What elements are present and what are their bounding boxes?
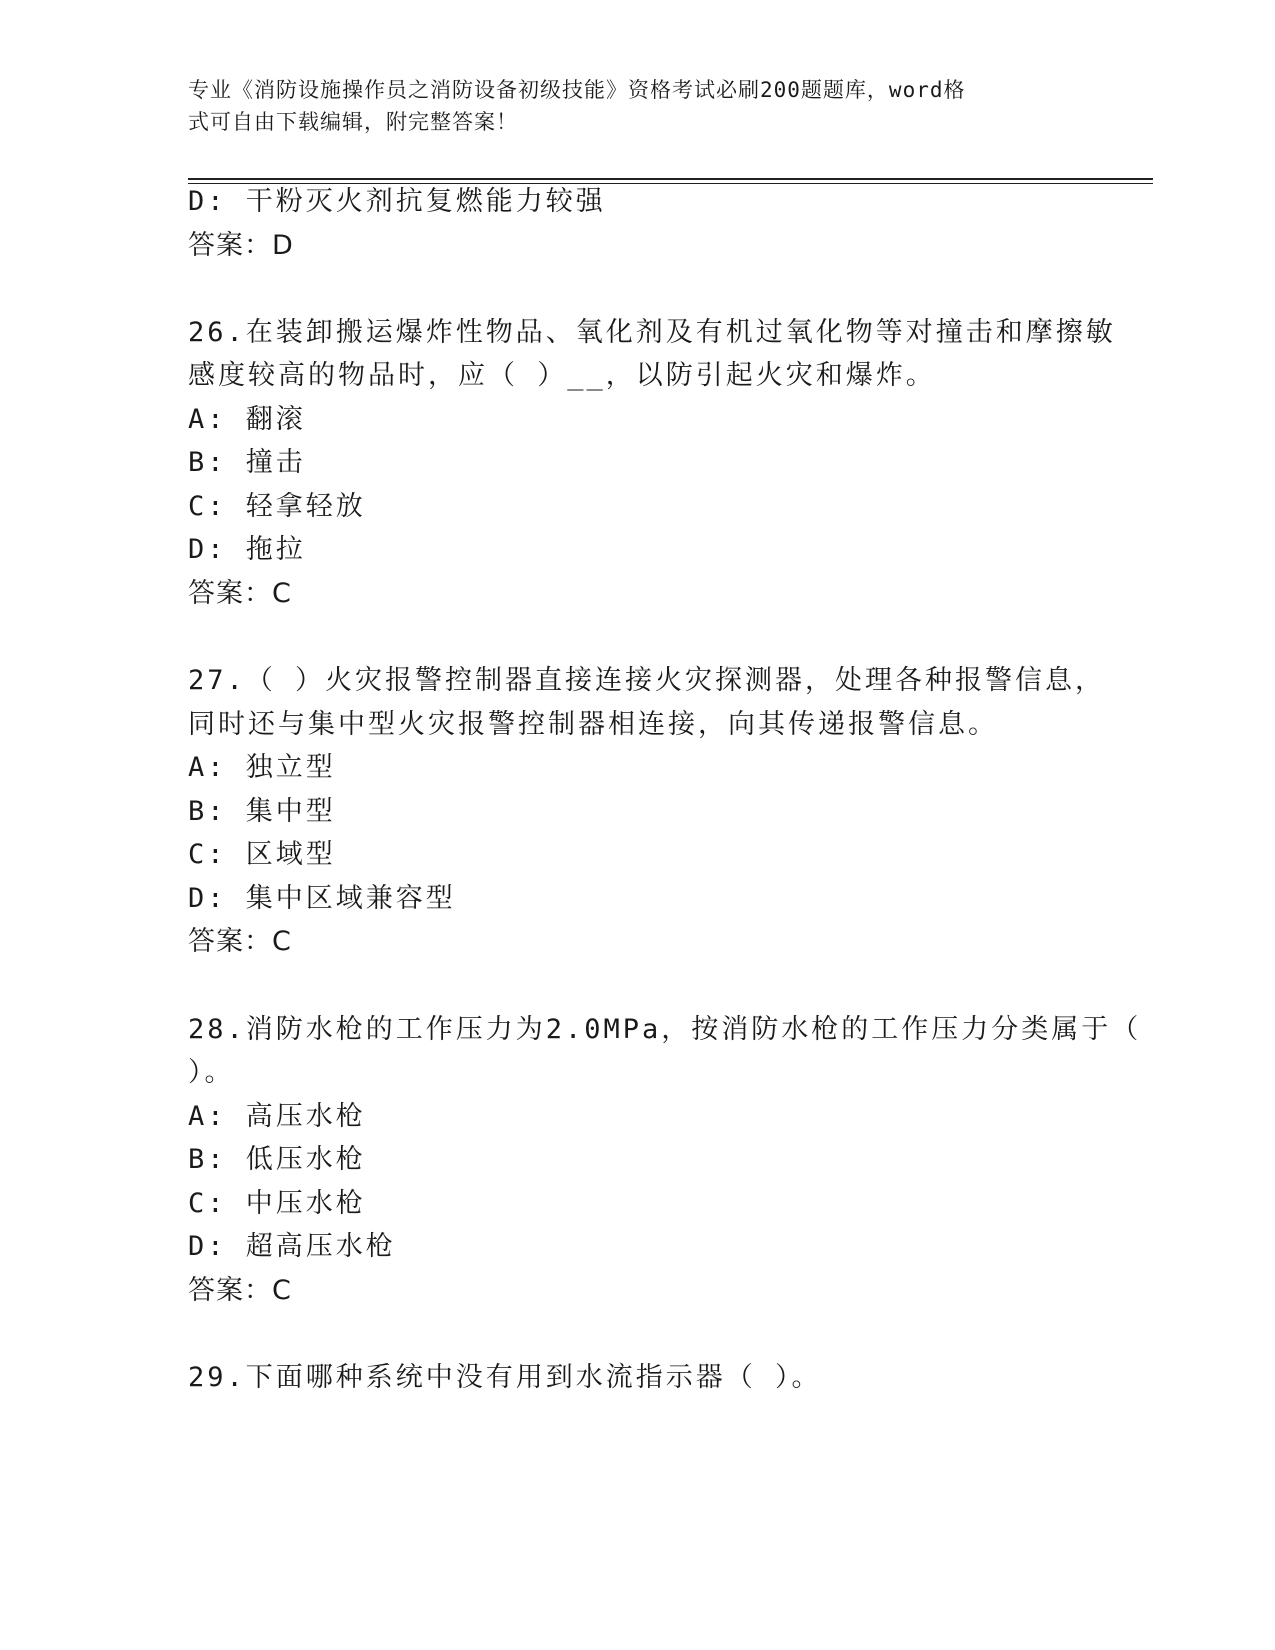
header-title-line-1: 专业《消防设施操作员之消防设备初级技能》资格考试必刷200题题库，word格 <box>188 78 966 102</box>
q26-option-a: A: 翻滚 <box>188 404 306 435</box>
q26-answer: 答案：C <box>188 578 292 609</box>
q29-stem-line-1: 29.下面哪种系统中没有用到水流指示器（ ）。 <box>188 1362 822 1393</box>
prev-question-option-d: D: 干粉灭火剂抗复燃能力较强 <box>188 186 606 217</box>
q26-option-d: D: 拖拉 <box>188 534 306 565</box>
q28-stem-line-2: ）。 <box>188 1057 235 1088</box>
q28-option-b: B: 低压水枪 <box>188 1144 366 1175</box>
q27-stem-line-2: 同时还与集中型火灾报警控制器相连接，向其传递报警信息。 <box>188 709 998 740</box>
q28-option-c: C: 中压水枪 <box>188 1188 366 1219</box>
header-title-line-2: 式可自由下载编辑，附完整答案！ <box>188 110 518 134</box>
q27-option-c: C: 区域型 <box>188 839 336 870</box>
q28-answer: 答案：C <box>188 1275 292 1306</box>
header-divider-thick <box>188 178 1153 180</box>
q28-option-a: A: 高压水枪 <box>188 1101 366 1132</box>
q26-option-c: C: 轻拿轻放 <box>188 491 366 522</box>
q27-option-b: B: 集中型 <box>188 796 336 827</box>
q28-option-d: D: 超高压水枪 <box>188 1231 396 1262</box>
q27-stem-line-1: 27.（ ）火灾报警控制器直接连接火灾探测器，处理各种报警信息， <box>188 665 1106 696</box>
q26-stem-line-2: 感度较高的物品时，应（ ）__，以防引起火灾和爆炸。 <box>188 360 936 391</box>
q27-option-a: A: 独立型 <box>188 752 336 783</box>
q26-option-b: B: 撞击 <box>188 447 306 478</box>
q26-stem-line-1: 26.在装卸搬运爆炸性物品、氧化剂及有机过氧化物等对撞击和摩擦敏 <box>188 317 1116 348</box>
document-header <box>188 74 1068 138</box>
q28-stem-line-1: 28.消防水枪的工作压力为2.0MPa，按消防水枪的工作压力分类属于（ <box>188 1014 1142 1045</box>
q27-answer: 答案：C <box>188 926 292 957</box>
q27-option-d: D: 集中区域兼容型 <box>188 883 456 914</box>
prev-question-answer: 答案：D <box>188 230 294 261</box>
